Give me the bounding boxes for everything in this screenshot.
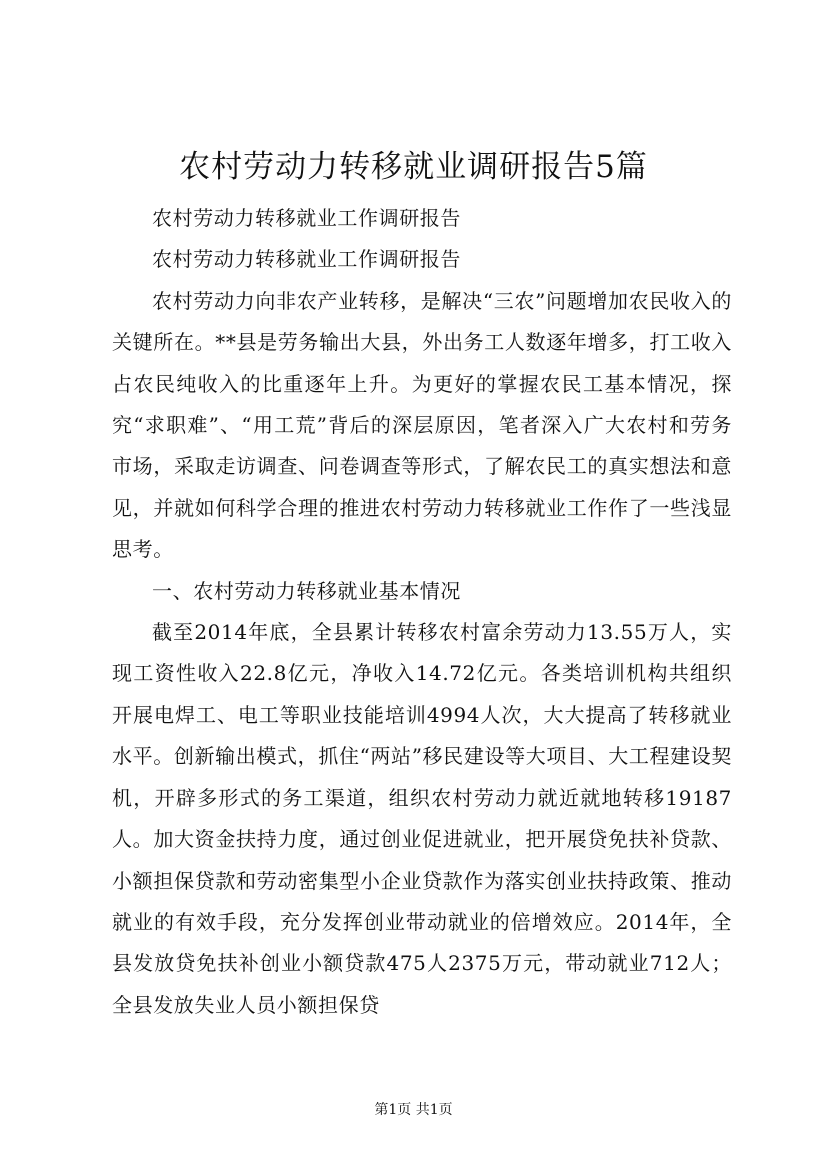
paragraph-intro: 农村劳动力向非农产业转移，是解决“三农”问题增加农民收入的关键所在。**县是劳务输出大县，外出务工人数逐年增多，打工收入占农民纯收入的比重逐年上升。为更好的掌握农民工基本情况，探究“求职难”、“用工荒”背后的深层原因，笔者深入广大农村和劳务市场，采取走访调查、问卷调查等形式，了解农民工的真实想法和意见，并就如何科学合理的推进农村劳动力转移就业工作作了一些浅显思考。	[112, 288, 732, 562]
paragraph-subtitle-2: 农村劳动力转移就业工作调研报告	[152, 247, 461, 272]
paragraph-subtitle-1: 农村劳动力转移就业工作调研报告	[152, 206, 461, 230]
page-footer: 第1页 共1页	[374, 1102, 453, 1118]
section-heading-1: 一、农村劳动力转移就业基本情况	[152, 578, 461, 603]
document-body	[112, 198, 732, 1026]
document-title: 农村劳动力转移就业调研报告5篇	[179, 149, 648, 185]
paragraph-section-1: 截至2014年底，全县累计转移农村富余劳动力13.55万人，实现工资性收入22.8亿元，净收入14.72亿元。各类培训机构共组织开展电焊工、电工等职业技能培训4994人次，大大提高了转移就业水平。创新输出模式，抓住“两站”移民建设等大项目、大工程建设契机，开辟多形式的务工渠道，组织农村劳动力就近就地转移19187人。加大资金扶持力度，通过创业促进就业，把开展贷免扶补贷款、小额担保贷款和劳动密集型小企业贷款作为落实创业扶持政策、推动就业的有效手段，充分发挥创业带动就业的倍增效应。2014年，全县发放贷免扶补创业小额贷款475人2375万元，带动就业712人；全县发放失业人员小额担保贷	[112, 620, 732, 1017]
